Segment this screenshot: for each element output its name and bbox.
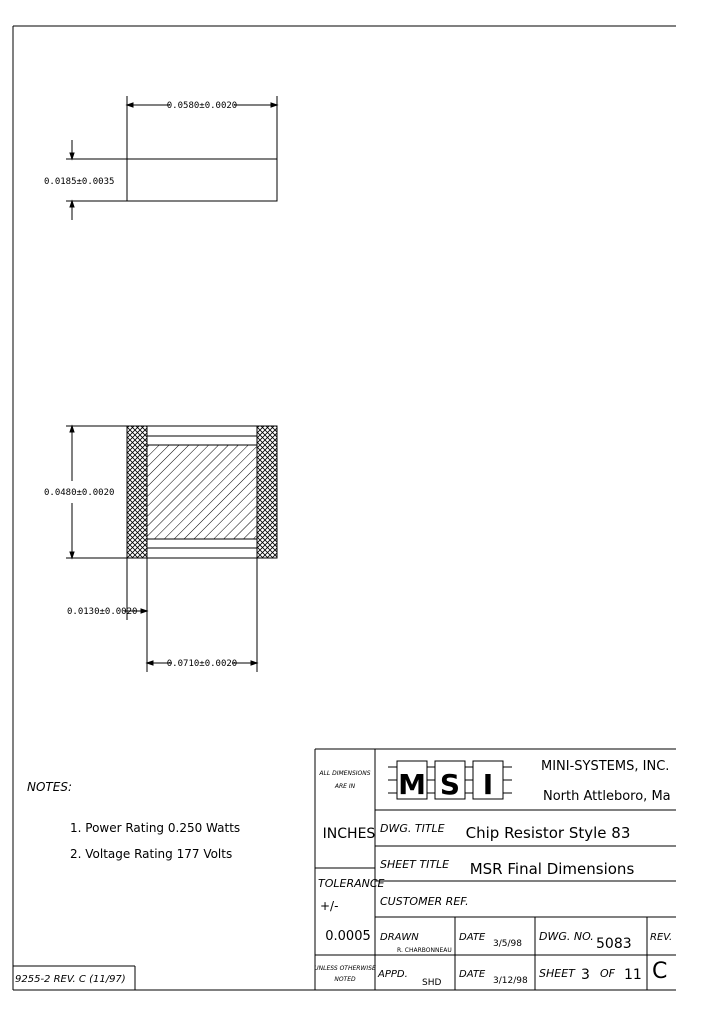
dwg-no: 5083 (596, 936, 632, 952)
side-view (127, 426, 277, 558)
drawn-by: R. CHARBONNEAU (397, 947, 452, 954)
drawn-label: DRAWN (380, 932, 419, 943)
unless-line-1: UNLESS OTHERWISE (314, 965, 376, 972)
drawn-date-label: DATE (459, 932, 486, 943)
form-reference: 9255-2 REV. C (11/97) (15, 974, 126, 985)
company-name: MINI-SYSTEMS, INC. (541, 759, 670, 774)
company-location: North Attleboro, Ma (543, 789, 671, 804)
note-item-2: 2. Voltage Rating 177 Volts (70, 847, 233, 861)
appd-by: SHD (422, 978, 442, 988)
top-length-dimension: 0.0580±0.0020 (166, 101, 238, 111)
gap-dimension: 0.0710±0.0020 (166, 659, 238, 669)
all-dims-line-1: ALL DIMENSIONS (319, 770, 371, 777)
bottom-layer (147, 539, 257, 548)
of-label: OF (600, 967, 615, 980)
sheet-label: SHEET (539, 967, 575, 980)
dwg-no-label: DWG. NO. (539, 930, 594, 943)
terminal-width-dimension: 0.0130±0.0020 (67, 607, 138, 617)
tolerance-sign: +/- (320, 899, 339, 913)
appd-label: APPD. (378, 969, 408, 980)
notes-heading: NOTES: (27, 780, 72, 794)
right-terminal (257, 426, 277, 558)
top-view-outline (127, 159, 277, 201)
rev-label: REV. (650, 932, 673, 943)
sheet-total: 11 (624, 967, 642, 983)
top-view (66, 96, 277, 220)
logo-letter-m: M (398, 768, 426, 801)
rev-value: C (652, 959, 668, 984)
sheet-number: 3 (581, 967, 590, 983)
tolerance-label: TOLERANCE (318, 877, 385, 890)
sheet-title-label: SHEET TITLE (380, 858, 450, 871)
resistive-element (147, 445, 257, 539)
drawn-date: 3/5/98 (493, 939, 522, 949)
top-thickness-dimension: 0.0185±0.0035 (44, 177, 115, 187)
dwg-title: Chip Resistor Style 83 (465, 824, 631, 842)
side-height-dimension: 0.0480±0.0020 (44, 488, 115, 498)
all-dims-line-2: ARE IN (334, 783, 356, 790)
sheet-title: MSR Final Dimensions (469, 860, 635, 878)
logo-letter-i: I (482, 768, 494, 801)
dwg-title-label: DWG. TITLE (380, 822, 445, 835)
logo-letter-s: S (439, 768, 461, 801)
appd-date: 3/12/98 (493, 976, 528, 986)
unless-line-2: NOTED (334, 976, 356, 983)
note-item-1: 1. Power Rating 0.250 Watts (70, 821, 241, 835)
top-layer (147, 436, 257, 445)
left-terminal (127, 426, 147, 558)
tolerance-value: 0.0005 (325, 929, 371, 944)
units-label: INCHES (322, 826, 376, 842)
customer-ref-label: CUSTOMER REF. (380, 895, 469, 908)
appd-date-label: DATE (459, 969, 486, 980)
sheet-border (13, 26, 676, 990)
